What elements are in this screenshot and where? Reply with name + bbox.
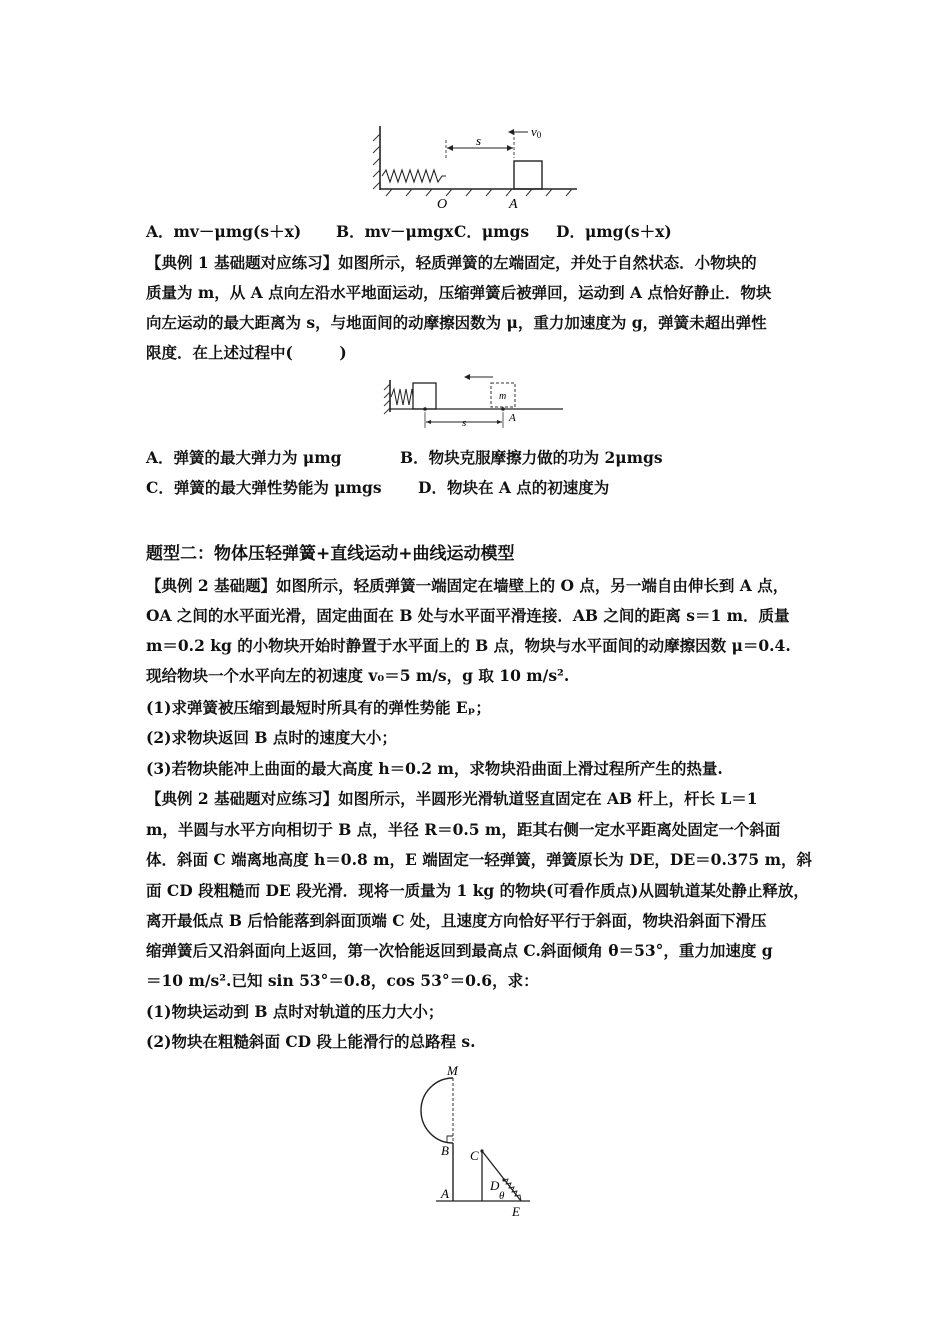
- label-C: C: [470, 1148, 479, 1163]
- ex2p-line-2: m，半圆与水平方向相切于 B 点，半径 R＝0.5 m，距其右侧一定水平距离处固定一个斜面: [146, 820, 781, 839]
- label-E: E: [512, 1204, 520, 1219]
- ex1-option-d: D．物块在 A 点的初速度为: [418, 478, 610, 497]
- ex1-option-b: B．物块克服摩擦力做的功为 2μmgs: [400, 448, 663, 467]
- ex1-option-c: C．弹簧的最大弹性势能为 μmgs: [146, 478, 382, 497]
- ex2-line-4: 现给物块一个水平向左的初速度 v₀＝5 m/s，g 取 10 m/s².: [146, 666, 570, 685]
- q1-option-c: C．μmgs: [454, 222, 530, 241]
- ex2p-line-1: 【典例 2 基础题对应练习】如图所示，半圆形光滑轨道竖直固定在 AB 杆上，杆长 L＝1: [146, 789, 758, 808]
- q1-option-a: A．mv－μmg(s＋x): [146, 222, 302, 241]
- ex1-line-1: 【典例 1 基础题对应练习】如图所示，轻质弹簧的左端固定，并处于自然状态．小物块的: [146, 253, 757, 272]
- ex2-line-3: m＝0.2 kg 的小物块开始时静置于水平面上的 B 点，物块与水平面间的动摩擦因数 μ＝0.4.: [146, 636, 791, 655]
- ex2-line-7: (3)若物块能冲上曲面的最大高度 h＝0.2 m，求物块沿曲面上滑过程所产生的热量.: [146, 759, 723, 778]
- semicircle-track: [421, 1078, 453, 1143]
- ex2p-line-4: 面 CD 段粗糙而 DE 段光滑．现将一质量为 1 kg 的物块(可看作质点)从圆轨道某处静止释放，: [146, 881, 809, 900]
- ex2-line-5: (1)求弹簧被压缩到最短时所具有的弹性势能 Eₚ；: [146, 698, 491, 717]
- ex2p-line-6: 缩弹簧后又沿斜面向上返回，第一次恰能返回到最高点 C.斜面倾角 θ＝53°，重力加速度 g: [146, 941, 773, 960]
- ex1-option-a: A．弹簧的最大弹力为 μmg: [146, 448, 342, 467]
- ex1-line-2: 质量为 m，从 A 点向左沿水平地面运动，压缩弹簧后被弹回，运动到 A 点恰好静止．物块: [146, 283, 772, 302]
- label-theta: θ: [499, 1190, 505, 1202]
- q1-option-b: B．mv－μmgx: [336, 222, 454, 241]
- section-title: 题型二：物体压轻弹簧+直线运动+曲线运动模型: [146, 544, 515, 564]
- ex2p-line-9: (2)物块在粗糙斜面 CD 段上能滑行的总路程 s.: [146, 1032, 476, 1051]
- label-O: O: [437, 197, 448, 212]
- label-s: s: [476, 133, 482, 148]
- label-s: s: [462, 417, 467, 429]
- label-A: A: [509, 412, 516, 424]
- ex2p-line-8: (1)物块运动到 B 点时对轨道的压力大小；: [146, 1002, 444, 1021]
- label-M: M: [447, 1063, 458, 1078]
- ex2-line-6: (2)求物块返回 B 点时的速度大小；: [146, 728, 397, 747]
- ex2-line-1: 【典例 2 基础题】如图所示，轻质弹簧一端固定在墙壁上的 O 点，另一端自由伸长到 A 点，: [146, 576, 789, 595]
- ex1-line-4: 限度．在上述过程中( ): [146, 343, 347, 362]
- ex2p-line-5: 离开最低点 B 后恰能落到斜面顶端 C 处，且速度方向恰好平行于斜面，物块沿斜面下滑压: [146, 911, 767, 930]
- ex2p-line-7: ＝10 m/s².已知 sin 53°＝0.8，cos 53°＝0.6，求：: [146, 971, 539, 990]
- label-v0: v0: [531, 124, 542, 140]
- q1-option-d: D．μmg(s＋x): [556, 222, 672, 241]
- label-D: D: [490, 1178, 500, 1193]
- ex2-line-2: OA 之间的水平面光滑，固定曲面在 B 处与水平面平滑连接．AB 之间的距离 s＝1 m．质量: [146, 606, 790, 625]
- ex2p-line-3: 体．斜面 C 端离地高度 h＝0.8 m，E 端固定一轻弹簧，弹簧原长为 DE，DE＝0.375 m，斜: [146, 850, 813, 869]
- ex1-line-3: 向左运动的最大距离为 s，与地面间的动摩擦因数为 μ，重力加速度为 g，弹簧未超出弹性: [146, 313, 767, 332]
- label-A: A: [509, 197, 518, 212]
- label-A: A: [441, 1186, 449, 1201]
- label-B: B: [441, 1143, 449, 1158]
- label-m: m: [499, 391, 507, 402]
